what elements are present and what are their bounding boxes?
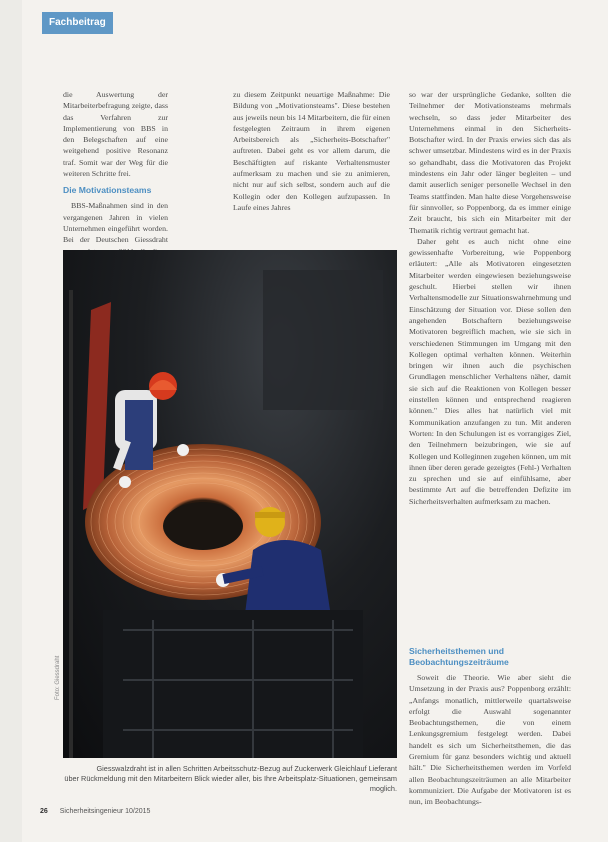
text-column-2 bbox=[233, 89, 390, 213]
coil-center bbox=[163, 502, 243, 550]
text-column-3 bbox=[409, 89, 571, 507]
text-column-3-lower bbox=[409, 640, 571, 808]
page-edge bbox=[0, 0, 22, 842]
background-machinery bbox=[263, 270, 383, 410]
section-heading-motivationsteams: Die Motivationsteams bbox=[63, 185, 152, 196]
column3-paragraph-1: so war der ursprüngliche Gedanke, sollten die Teilnehmer der Motivationsteams mehrmals wechseln, so dass jeder Mitarbeiter des Unternehmens einmal in den Sicherheits-Botschafter wird. In der Praxis erwies sich das als schwer umsetzbar. Mindestens wird es in der Praxis so gehandhabt, dass die Motivatoren das Projekt mindestens ein Jahr oder länger begleiten – und damit auserlich seniger personelle Wechsel in den Teams stattfinden. Man halte diese Vorgehensweise für sinnvoller, so Poppenborg, da es immer einige Zeit braucht, bis sich ein Mitarbeiter mit der Thematik richtig vertraut gemacht hat. bbox=[409, 90, 571, 235]
section-heading-sicherheitsthemen bbox=[409, 646, 571, 668]
caption-line-1: Giesswalzdraht ist in allen Schritten Arbeitsschutz-Bezug auf Zuckerwerk Gleichlauf Lieferant bbox=[96, 764, 397, 773]
page-number: 26 bbox=[40, 808, 48, 815]
page-footer bbox=[40, 808, 150, 815]
caption-line-2: über Rückmeldung mit den Mitarbeitern Blick wieder aller, bis Ihre Arbeitsplatz-Situationen, gemeinsam moglich. bbox=[64, 774, 397, 793]
column3-paragraph-2: Daher geht es auch nicht ohne eine gewissenhafte Vorbereitung, wie Poppenborg erläutert: „Alle als Motivatoren eingesetzten Mitarbeiter werden eingewiesen beziehungsweise geschult. Hierbei stellen wir ihnen Verhaltensmodelle zur Situationswahrnehmung und Einschätzung der Situation vor. Diese sollen den angehenden Botschaftern beziehungsweise Motivatoren begreiflich machen, wie sie sich in verschiedenen Stimmungen im Umgang mit den Kollegen optimal verhalten können. Weiterhin bringen wir ihnen auch die psychischen Grundlagen menschlicher Verhaltens näher, damit sie sich auf die Reaktionen von Kollegen besser einstellen können und entsprechend reagieren können." Dies alles hat natürlich viel mit Kommunikation anzufangen zu tun. Mit anderen Worten: In den Schulungen ist es vorrangiges Ziel, den Teilnehmern beizubringen, wie sie auf Kollegen und Kolleginnen zugehen können, um mit ihnen über deren gerade gezeigtes (Fehl-) Verhalten zu sprechen und sie auf einfühlsame, aber bestimmte Art auf die betreffenden Defizite im Sicherheitsverhalten aufmerksam zu machen. bbox=[409, 236, 571, 506]
photo-caption bbox=[63, 764, 397, 794]
column1-body: BBS-Maßnahmen sind in den vergangenen Jahren in vielen Unternehmen eingeführt worden. Bei der Deutschen Giessdraht bbox=[63, 201, 168, 245]
floor-area bbox=[103, 610, 363, 758]
magazine-title: Sicherheitsingenieur 10/2015 bbox=[59, 808, 151, 815]
column3-lower-body: Soweit die Theorie. Wie aber sieht die Umsetzung in der Praxis aus? Poppenborg erzählt: „Anfangs monatlich, mittlerweile quartalsweise erfolgt die Auswahl sogenannter Beobachtungsthemen, die von einem Lenkungsgremium festgelegt werden. Dabei handelt es sich um Sicherheitsthemen, die das Gremium für ganz besonders wichtig und aktuell hält." Die Sicherheitsthemen werden im Vorfeld allen Beobachtungszeiträumen an alle Mitarbeiter kommuniziert. Die Aufgabe der Motivatoren ist es nun, im Beobachtungs- bbox=[409, 673, 571, 807]
column2-body: zu diesem Zeitpunkt neuartige Maßnahme: Die Bildung von „Motivationsteams". Diese bestehen aus jeweils neun bis 14 Mitarbeitern, die für einen festgelegten Zeitraum in ihrem eigenen Arbeitsbereich als „Sicherheits-Botschafter" auftreten. Dabei geht es vor allem darum, die Beschäftigten auf riskante Verhaltensmuster aufmerksam zu machen und sie zu animieren, nicht nur auf sich selbst, sondern auch auf die Kollegin oder den Kollegen aufzupassen. In Laufe eines Jahres bbox=[233, 90, 390, 212]
heading-line-1: Sicherheitsthemen und bbox=[409, 646, 505, 656]
section-tag: Fachbeitrag bbox=[42, 12, 113, 34]
heading-line-2: Beobachtungszeiträume bbox=[409, 657, 509, 667]
photo-illustration bbox=[63, 250, 397, 758]
photo-credit: Foto: Giessdraht bbox=[55, 655, 61, 700]
text-column-1 bbox=[63, 89, 168, 268]
column1-intro: die Auswertung der Mitarbeiterbefragung zeigte, dass das Verfahren zur Implementierung von BBS in den Belegschaften auf eine weitgehend positive Resonanz traf. Somit war der Weg für die weiteren Schritte frei. bbox=[63, 90, 168, 179]
article-photo bbox=[63, 250, 397, 758]
